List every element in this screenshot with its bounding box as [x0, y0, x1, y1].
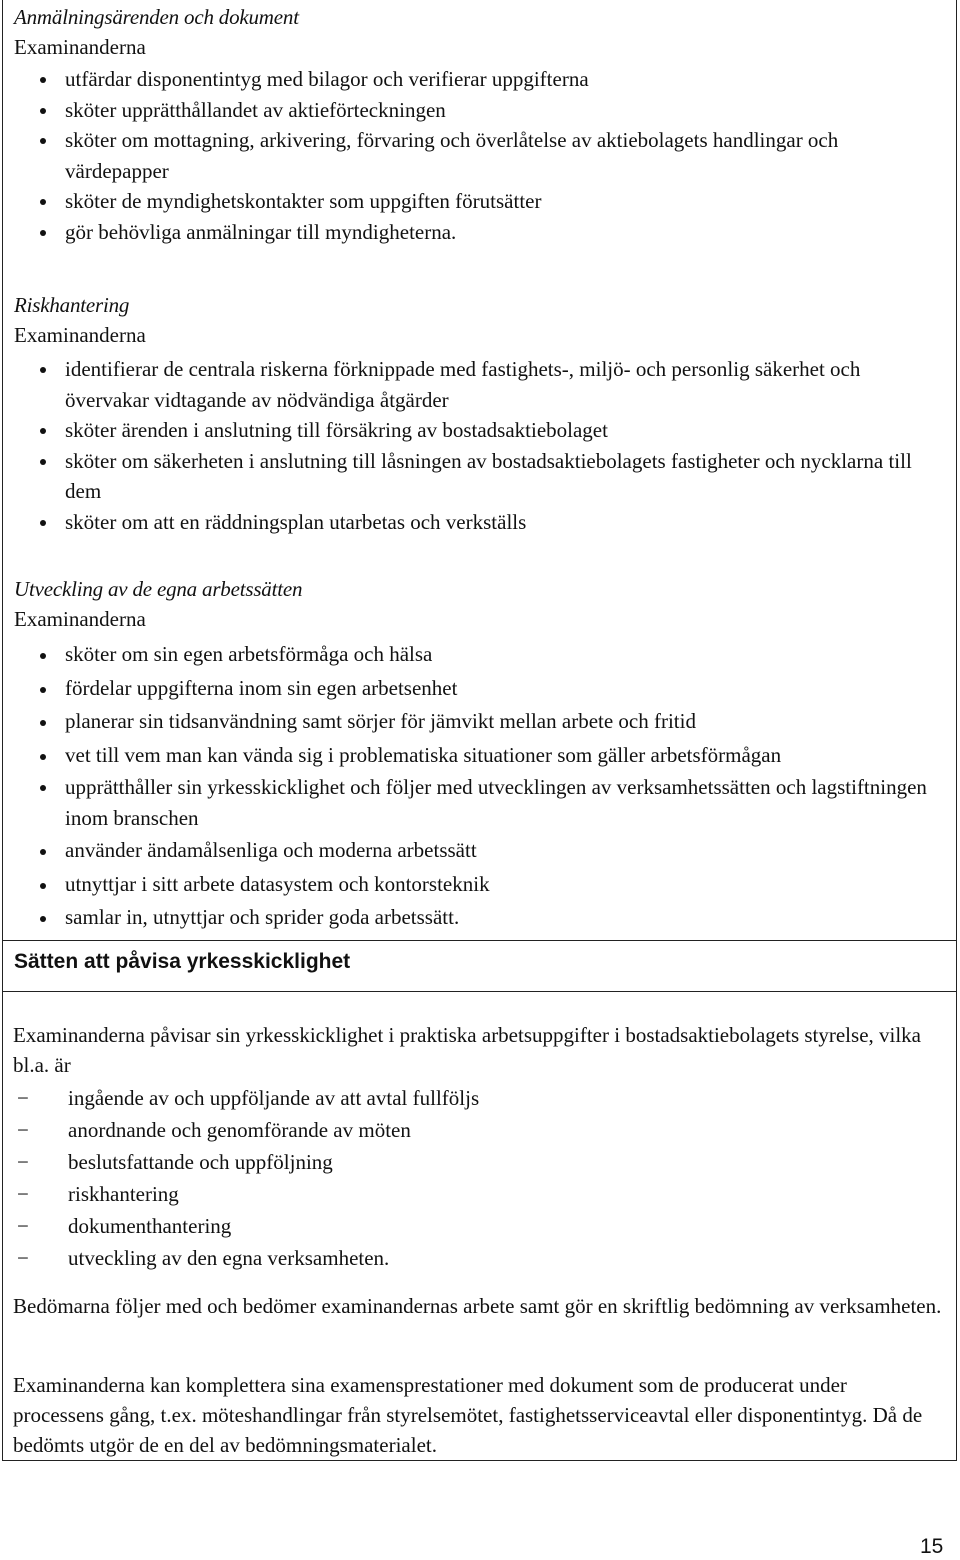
- bullet-icon: [40, 720, 46, 726]
- section-development: [14, 575, 944, 935]
- list-item: identifierar de centrala riskerna förknippade med fastighets-, miljö- och personlig säkerhet och övervakar vidtagande av nödvändiga åtgärder: [14, 354, 944, 415]
- section-lead: Examinanderna: [14, 323, 146, 347]
- assessment-paragraph: Bedömarna följer med och bedömer examinandernas arbete samt gör en skriftlig bedömning av verksamheten.: [13, 1294, 942, 1318]
- list-item: vet till vem man kan vända sig i problematiska situationer som gäller arbetsförmågan: [14, 739, 944, 773]
- list-item: sköter ärenden i anslutning till försäkring av bostadsaktiebolaget: [14, 415, 944, 446]
- dash-marker: −: [17, 1118, 29, 1142]
- list-item: fördelar uppgifterna inom sin egen arbetsenhet: [14, 672, 944, 706]
- section-registrations: [14, 3, 944, 247]
- list-item: sköter om säkerheten i anslutning till låsningen av bostadsaktiebolagets fastigheter och nycklarna till dem: [14, 446, 944, 507]
- section-lead: Examinanderna: [14, 35, 146, 59]
- bullet-list: [14, 638, 944, 935]
- list-item: sköter om mottagning, arkivering, förvaring och överlåtelse av aktiebolagets handlingar och värdepapper: [14, 125, 944, 186]
- section-heading: Sätten att påvisa yrkesskicklighet: [14, 950, 351, 973]
- list-item: gör behövliga anmälningar till myndigheterna.: [14, 217, 944, 248]
- intro-paragraph: Examinanderna påvisar sin yrkesskicklighet i praktiska arbetsuppgifter i bostadsaktiebolagets styrelse, vilka bl.a. är: [13, 1023, 922, 1077]
- section-subtitle: Riskhantering: [14, 293, 130, 317]
- heading-box: [2, 940, 957, 992]
- dash-marker: −: [17, 1182, 29, 1206]
- bullet-icon: [40, 367, 46, 373]
- dash-marker: −: [17, 1246, 29, 1270]
- list-item: − dokumenthantering: [13, 1210, 943, 1242]
- section-risk: [14, 291, 944, 537]
- list-item: sköter de myndighetskontakter som uppgiften förutsätter: [14, 186, 944, 217]
- bullet-icon: [40, 687, 46, 693]
- bullet-icon: [40, 108, 46, 114]
- list-item: sköter om att en räddningsplan utarbetas och verkställs: [14, 507, 944, 538]
- section-lead: Examinanderna: [14, 607, 146, 631]
- list-item: upprätthåller sin yrkesskicklighet och följer med utvecklingen av verksamhetssätten och lagstiftningen inom branschen: [14, 772, 944, 834]
- bullet-icon: [40, 138, 46, 144]
- section-subtitle: Anmälningsärenden och dokument: [14, 5, 299, 29]
- bullet-icon: [40, 653, 46, 659]
- list-item: − anordnande och genomförande av möten: [13, 1114, 943, 1146]
- list-item: sköter om sin egen arbetsförmåga och hälsa: [14, 638, 944, 672]
- dash-marker: −: [17, 1150, 29, 1174]
- bullet-icon: [40, 77, 46, 83]
- dash-list: [13, 1082, 943, 1274]
- bullet-icon: [40, 849, 46, 855]
- section-subtitle: Utveckling av de egna arbetssätten: [14, 577, 303, 601]
- list-item: utnyttjar i sitt arbete datasystem och kontorsteknik: [14, 868, 944, 902]
- list-item: använder ändamålsenliga och moderna arbetssätt: [14, 834, 944, 868]
- list-item: planerar sin tidsanvändning samt sörjer för jämvikt mellan arbete och fritid: [14, 705, 944, 739]
- bullet-icon: [40, 754, 46, 760]
- bullet-icon: [40, 199, 46, 205]
- list-item: − ingående av och uppföljande av att avtal fullföljs: [13, 1082, 943, 1114]
- dash-marker: −: [17, 1214, 29, 1238]
- bullet-icon: [40, 785, 46, 791]
- bullet-icon: [40, 230, 46, 236]
- list-item: utfärdar disponentintyg med bilagor och verifierar uppgifterna: [14, 64, 944, 95]
- list-item: − beslutsfattande och uppföljning: [13, 1146, 943, 1178]
- bullet-list: [14, 64, 944, 247]
- bullet-icon: [40, 459, 46, 465]
- bullet-icon: [40, 916, 46, 922]
- list-item: − utveckling av den egna verksamheten.: [13, 1242, 943, 1274]
- bullet-icon: [40, 428, 46, 434]
- list-item: − riskhantering: [13, 1178, 943, 1210]
- page-number: 15: [920, 1535, 944, 1558]
- bullet-list: [14, 354, 944, 537]
- bullet-icon: [40, 883, 46, 889]
- complement-paragraph: Examinanderna kan komplettera sina examensprestationer med dokument som de producerat under processens gång, t.ex. möteshandlingar från styrelsemötet, fastighetsserviceavtal eller disponentintyg. Då de bedömts utgör de en del av bedömningsmaterialet.: [13, 1373, 923, 1457]
- list-item: samlar in, utnyttjar och sprider goda arbetssätt.: [14, 901, 944, 935]
- dash-marker: −: [17, 1086, 29, 1110]
- list-item: sköter upprätthållandet av aktieförteckningen: [14, 95, 944, 126]
- bullet-icon: [40, 520, 46, 526]
